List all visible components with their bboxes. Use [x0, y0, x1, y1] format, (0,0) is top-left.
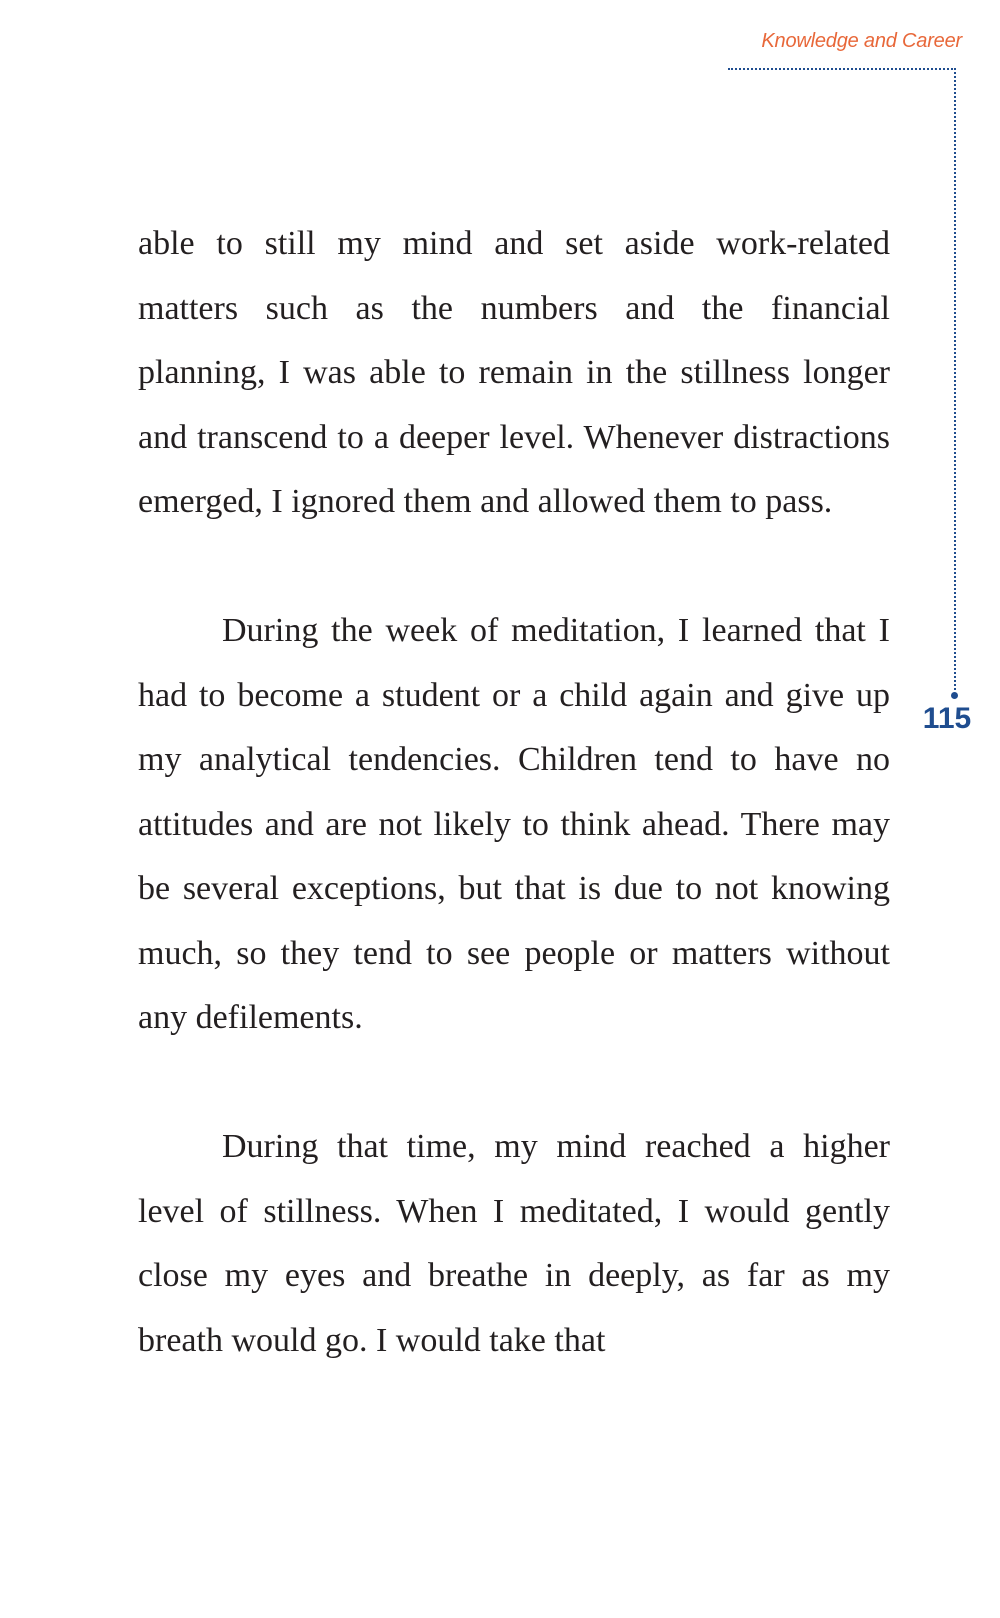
running-header-title: Knowledge and Career	[761, 30, 962, 52]
rule-end-dot	[951, 692, 958, 699]
paragraph-higher-stillness: During that time, my mind reached a higher level of stillness. When I meditated, I would gently close my eyes and breathe in deeply, as far as my breath would go. I would take that	[138, 1128, 890, 1359]
side-dotted-rule	[954, 68, 956, 690]
paragraph-continuation: able to still my mind and set aside work-related matters such as the numbers and the financial planning, I was able to remain in the stillness longer and transcend to a deeper level. Whenever distractions emerged, I ignored them and allowed them to pass.	[138, 225, 890, 520]
header-dotted-rule	[728, 68, 956, 70]
paragraph-week-of-meditation: During the week of meditation, I learned that I had to become a student or a child again and give up my analytical tendencies. Children tend to have no attitudes and are not likely to think ahead. There may be several exceptions, but that is due to not knowing much, so they tend to see people or matters without any defilements.	[138, 612, 890, 1036]
body-text	[138, 212, 890, 1438]
page-number: 115	[922, 702, 972, 735]
